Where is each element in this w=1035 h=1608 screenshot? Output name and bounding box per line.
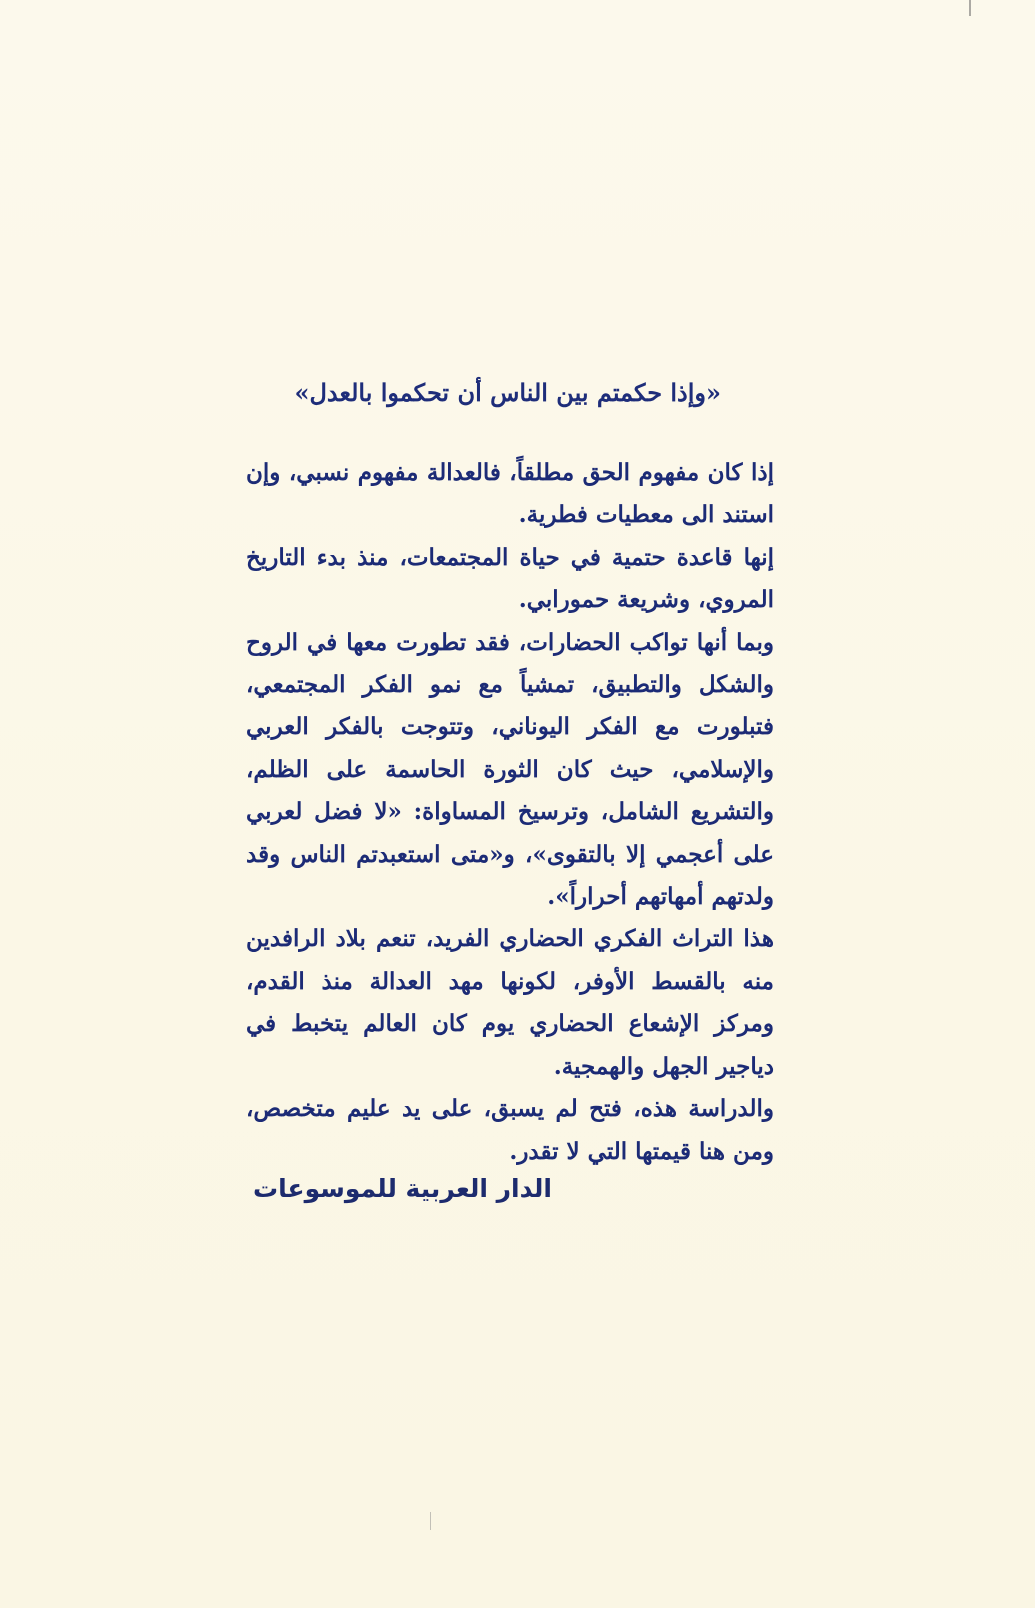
blurb-paragraph-4: هذا التراث الفكري الحضاري الفريد، تنعم بلاد الرافدين منه بالقسط الأوفر، لكونها مهد العدالة منذ القدم، ومركز الإشعاع الحضاري يوم كان العالم يتخبط في دياجير الجهل والهمجية. [246, 925, 774, 1080]
publisher-name: الدار العربية للموسوعات [252, 1174, 552, 1203]
blurb-paragraph-5: والدراسة هذه، فتح لم يسبق، على يد عليم متخصص، ومن هنا قيمتها التي لا تقدر. [246, 1095, 774, 1165]
blurb-text [246, 452, 774, 1173]
page-edge-mark [969, 0, 971, 16]
blurb-paragraph-3: وبما أنها تواكب الحضارات، فقد تطورت معها في الروح والشكل والتطبيق، تمشياً مع نمو الفكر المجتمعي، فتبلورت مع الفكر اليوناني، وتتوجت بالفكر العربي والإسلامي، حيث كان الثورة الحاسمة على الظلم، والتشريع الشامل، وترسيخ المساواة: «لا فضل لعربي على أعجمي إلا بالتقوى»، و«متى استعبدتم الناس وقد ولدتهم أمهاتهم أحراراً». [246, 628, 774, 911]
blurb-paragraph-1: إذا كان مفهوم الحق مطلقاً، فالعدالة مفهوم نسبي، وإن استند الى معطيات فطرية. [246, 459, 774, 529]
blurb-paragraph-2: إنها قاعدة حتمية في حياة المجتمعات، منذ بدء التاريخ المروي، وشريعة حمورابي. [246, 543, 774, 614]
page-bottom-mark [430, 1512, 431, 1530]
quran-epigraph: «وإذا حكمتم بين الناس أن تحكموا بالعدل» [294, 378, 721, 407]
